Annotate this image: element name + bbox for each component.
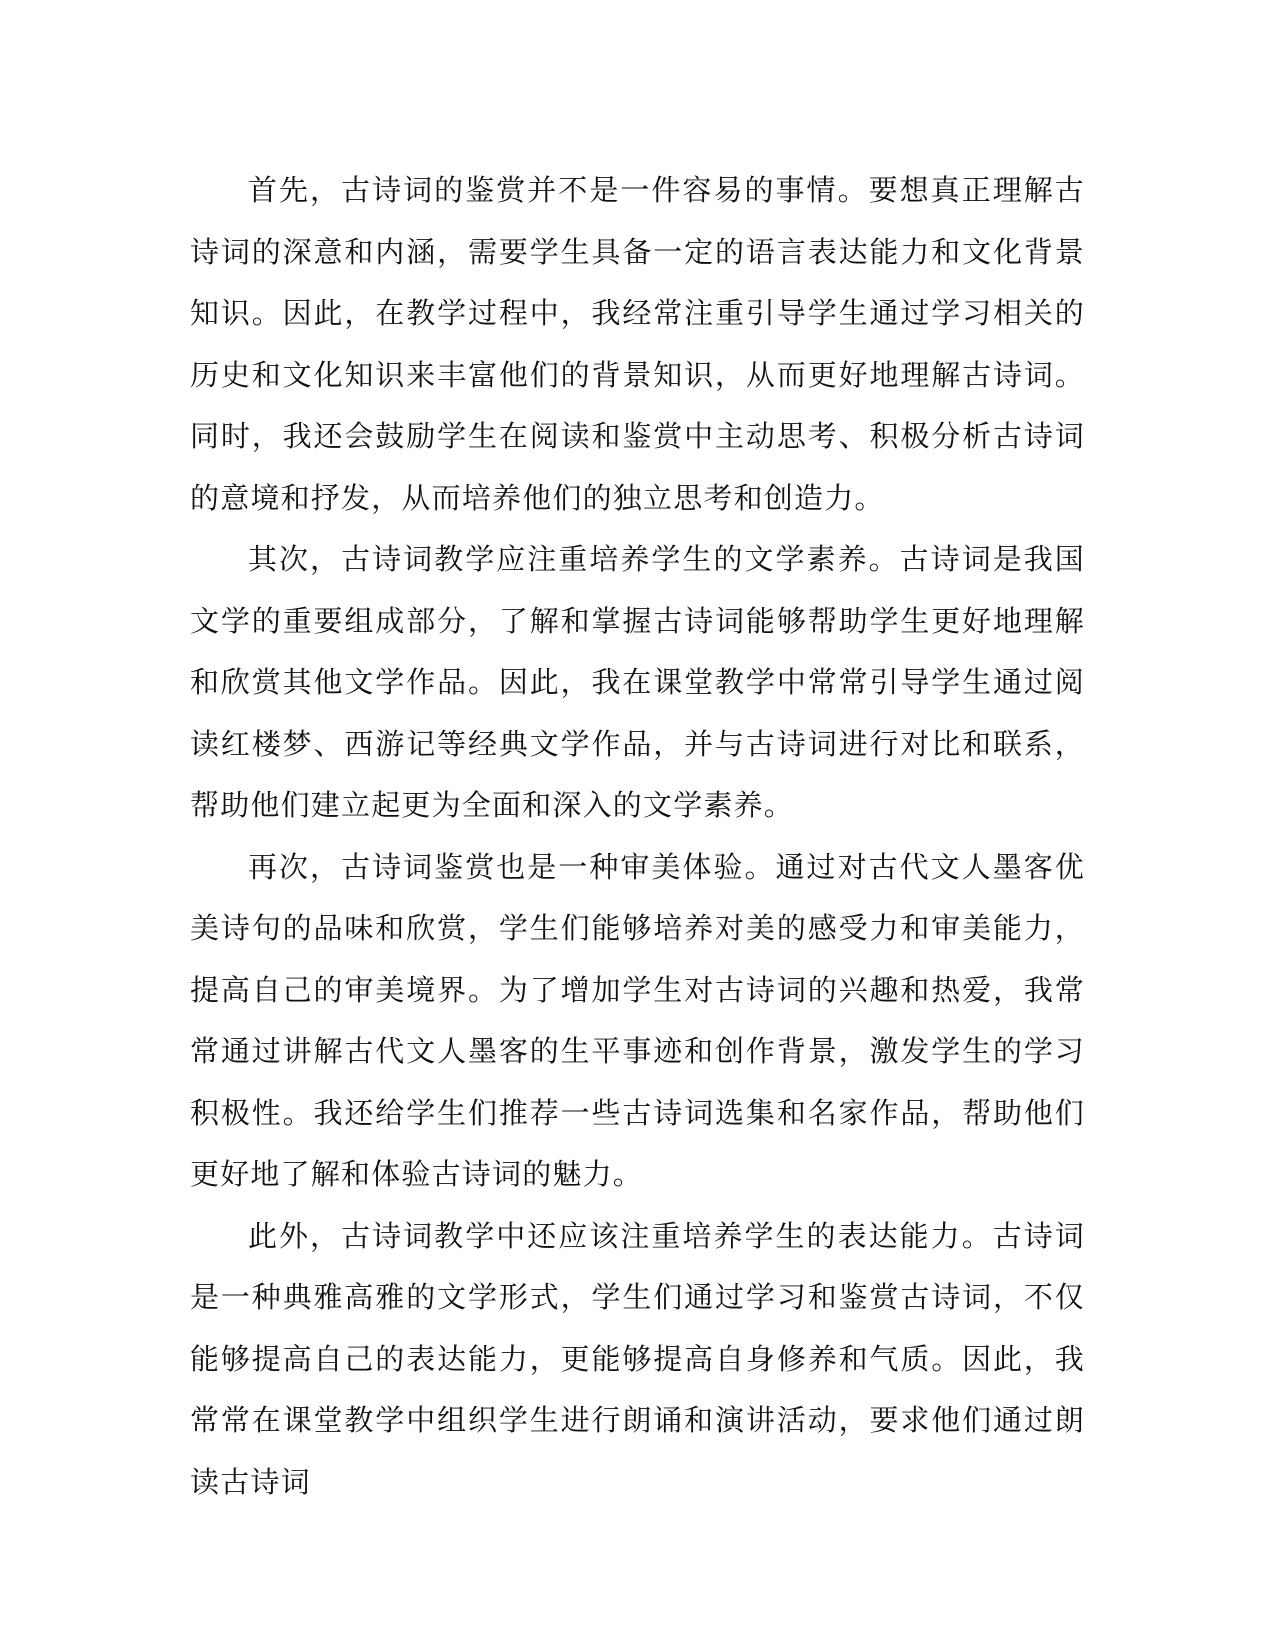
- paragraph-aesthetic-experience: 再次，古诗词鉴赏也是一种审美体验。通过对古代文人墨客优美诗句的品味和欣赏，学生们能够培养对美的感受力和审美能力，提高自己的审美境界。为了增加学生对古诗词的兴趣和热爱，我常常通过讲解古代文人墨客的生平事迹和创作背景，激发学生的学习积极性。我还给学生们推荐一些古诗词选集和名家作品，帮助他们更好地了解和体验古诗词的魅力。: [190, 849, 1085, 1191]
- document-body: [190, 160, 1085, 1513]
- paragraph-appreciation: 首先，古诗词的鉴赏并不是一件容易的事情。要想真正理解古诗词的深意和内涵，需要学生具备一定的语言表达能力和文化背景知识。因此，在教学过程中，我经常注重引导学生通过学习相关的历史和文化知识来丰富他们的背景知识，从而更好地理解古诗词。同时，我还会鼓励学生在阅读和鉴赏中主动思考、积极分析古诗词的意境和抒发，从而培养他们的独立思考和创造力。: [190, 173, 1085, 515]
- paragraph-literary-literacy: 其次，古诗词教学应注重培养学生的文学素养。古诗词是我国文学的重要组成部分，了解和掌握古诗词能够帮助学生更好地理解和欣赏其他文学作品。因此，我在课堂教学中常常引导学生通过阅读红楼梦、西游记等经典文学作品，并与古诗词进行对比和联系，帮助他们建立起更为全面和深入的文学素养。: [190, 542, 1085, 822]
- paragraph-expression-ability: 此外，古诗词教学中还应该注重培养学生的表达能力。古诗词是一种典雅高雅的文学形式，学生们通过学习和鉴赏古诗词，不仅能够提高自己的表达能力，更能够提高自身修养和气质。因此，我常常在课堂教学中组织学生进行朗诵和演讲活动，要求他们通过朗读古诗词: [190, 1218, 1085, 1499]
